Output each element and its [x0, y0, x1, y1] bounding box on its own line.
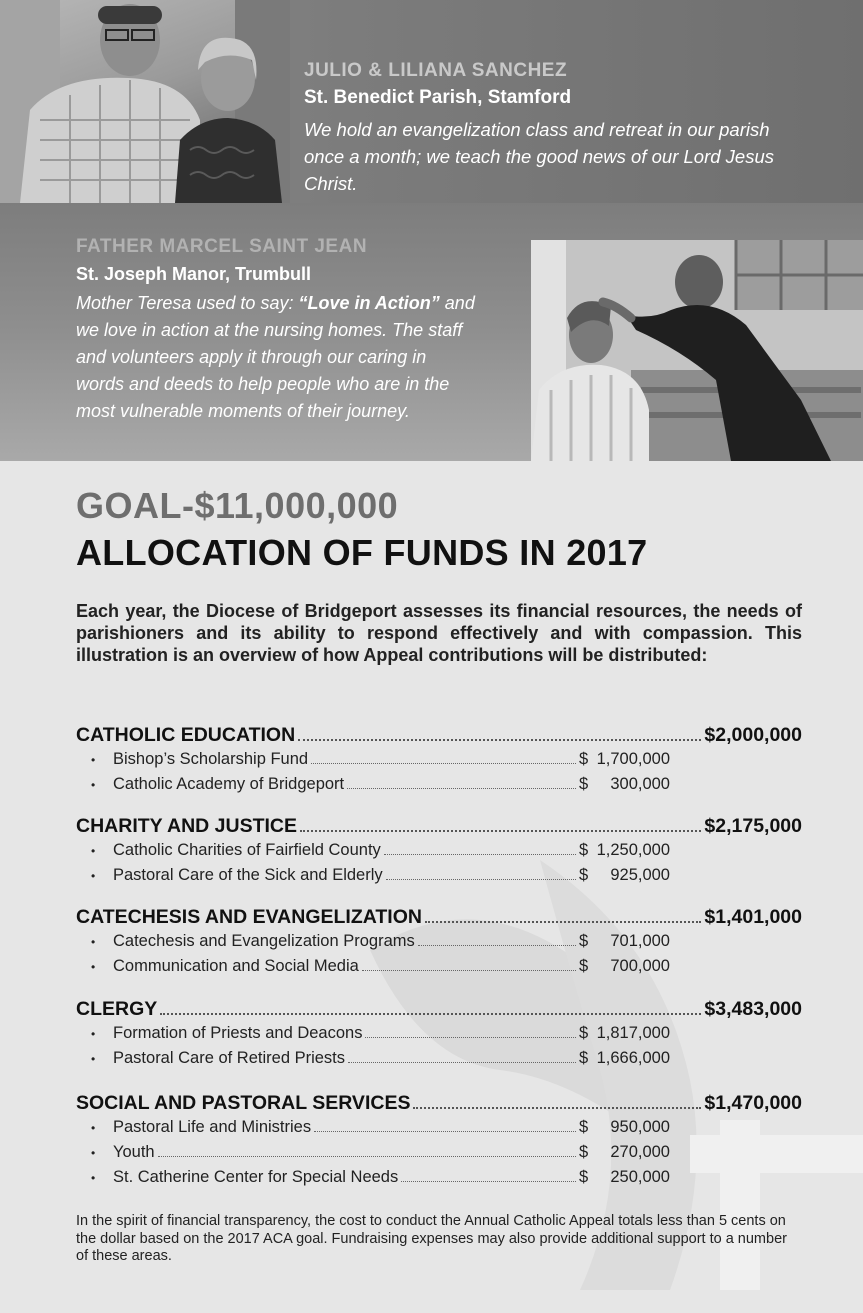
quote-line: once a month; we teach the good news of our Lord Jesus: [304, 146, 774, 167]
amount-value: 270,000: [610, 1143, 670, 1161]
quote-line: we love in action at the nursing homes. The staff: [76, 320, 463, 340]
section-heading: [76, 815, 802, 841]
section-title: CATECHESIS AND EVANGELIZATION: [76, 906, 422, 928]
dot-leader: [347, 787, 576, 789]
item-amount: [579, 932, 670, 951]
quote-line: We hold an evangelization class and retreat in our parish: [304, 119, 770, 140]
testimonial-quote: [304, 116, 844, 197]
currency-symbol: $: [579, 1049, 589, 1067]
item-amount: [579, 1168, 670, 1187]
testimonial-parish: St. Joseph Manor, Trumbull: [76, 264, 312, 284]
item-label: Catechesis and Evangelization Programs: [113, 932, 415, 950]
section-heading: [76, 998, 802, 1024]
amount-value: 925,000: [610, 866, 670, 884]
currency-symbol: $: [579, 957, 589, 975]
allocation-section: [76, 724, 802, 800]
currency-symbol: $: [579, 932, 589, 950]
allocation-section: [76, 815, 802, 891]
testimonial-parish: St. Benedict Parish, Stamford: [304, 87, 572, 108]
item-amount: [579, 775, 670, 794]
list-item: [76, 841, 670, 866]
item-label: Pastoral Care of Retired Priests: [113, 1049, 346, 1067]
item-label: Bishop’s Scholarship Fund: [113, 750, 309, 768]
amount-value: 1,250,000: [596, 841, 670, 859]
sanchez-couple-photo: [0, 0, 290, 203]
dot-leader: [401, 1180, 576, 1182]
allocation-section: [76, 1092, 802, 1193]
amount-value: 250,000: [610, 1168, 670, 1186]
section-title: CHARITY AND JUSTICE: [76, 815, 298, 837]
dot-leader: [425, 920, 701, 923]
section-heading: [76, 906, 802, 932]
section-title: CLERGY: [76, 998, 158, 1020]
quote-emphasis: “Love in Action”: [298, 293, 440, 313]
section-heading: [76, 1092, 802, 1118]
amount-value: 1,700,000: [596, 750, 670, 768]
list-item: [76, 1024, 670, 1049]
bullet-icon: •: [91, 1171, 96, 1185]
testimonial-name: JULIO & LILIANA SANCHEZ: [304, 60, 568, 81]
dot-leader: [384, 853, 576, 855]
amount-value: 950,000: [610, 1118, 670, 1136]
item-label: Pastoral Life and Ministries: [113, 1118, 312, 1136]
currency-symbol: $: [579, 775, 589, 793]
amount-value: 1,817,000: [596, 1024, 670, 1042]
dot-leader: [413, 1106, 701, 1109]
item-label: Catholic Charities of Fairfield County: [113, 841, 381, 859]
section-total: $2,175,000: [704, 815, 802, 837]
section-total: $1,401,000: [704, 906, 802, 928]
item-amount: [579, 1143, 670, 1162]
list-item: [76, 1143, 670, 1168]
section-title: SOCIAL AND PASTORAL SERVICES: [76, 1092, 411, 1114]
item-label: Catholic Academy of Bridgeport: [113, 775, 345, 793]
item-amount: [579, 1024, 670, 1043]
testimonial-quote: [76, 290, 516, 425]
allocation-section: [76, 998, 802, 1074]
item-amount: [579, 750, 670, 769]
allocation-section: [76, 906, 802, 982]
section-total: $2,000,000: [704, 724, 802, 746]
intro-paragraph: Each year, the Diocese of Bridgeport assesses its financial resources, the needs of parishioners and its ability to respond effectively and with compassion. This illustration is an overview of how Appeal contributions will be distributed:: [76, 601, 802, 665]
bullet-icon: •: [91, 935, 96, 949]
bullet-icon: •: [91, 960, 96, 974]
item-amount: [579, 1049, 670, 1068]
amount-value: 1,666,000: [596, 1049, 670, 1067]
goal-heading: GOAL-$11,000,000: [76, 485, 399, 526]
list-item: [76, 775, 670, 800]
dot-leader: [300, 829, 701, 832]
list-item: [76, 750, 670, 775]
list-item: [76, 1118, 670, 1143]
item-label: Formation of Priests and Deacons: [113, 1024, 363, 1042]
bullet-icon: •: [91, 844, 96, 858]
section-title: CATHOLIC EDUCATION: [76, 724, 296, 746]
list-item: [76, 932, 670, 957]
page-title: ALLOCATION OF FUNDS IN 2017: [76, 532, 648, 573]
bullet-icon: •: [91, 1052, 96, 1066]
item-label: Communication and Social Media: [113, 957, 359, 975]
amount-value: 300,000: [610, 775, 670, 793]
quote-line: words and deeds to help people who are in the: [76, 374, 450, 394]
list-item: [76, 1168, 670, 1193]
item-label: Pastoral Care of the Sick and Elderly: [113, 866, 383, 884]
list-item: [76, 1049, 670, 1074]
dot-leader: [160, 1012, 701, 1015]
bullet-icon: •: [91, 1146, 96, 1160]
dot-leader: [386, 878, 576, 880]
section-total: $3,483,000: [704, 998, 802, 1020]
quote-line: most vulnerable moments of their journey.: [76, 401, 410, 421]
currency-symbol: $: [579, 1118, 589, 1136]
item-amount: [579, 866, 670, 885]
bullet-icon: •: [91, 1121, 96, 1135]
dot-leader: [298, 738, 701, 741]
bullet-icon: •: [91, 753, 96, 767]
bullet-icon: •: [91, 778, 96, 792]
currency-symbol: $: [579, 1143, 589, 1161]
list-item: [76, 957, 670, 982]
item-amount: [579, 957, 670, 976]
list-item: [76, 866, 670, 891]
amount-value: 700,000: [610, 957, 670, 975]
bullet-icon: •: [91, 869, 96, 883]
dot-leader: [365, 1036, 576, 1038]
quote-prefix: Mother Teresa used to say:: [76, 293, 299, 313]
section-total: $1,470,000: [704, 1092, 802, 1114]
priest-blessing-photo: [531, 240, 863, 461]
footer-note: In the spirit of financial transparency, the cost to conduct the Annual Catholic Appeal totals less than 5 cents on the dollar based on the 2017 ACA goal. Fundraising expenses may also provide additional support to a number of these areas.: [76, 1213, 787, 1264]
currency-symbol: $: [579, 1168, 589, 1186]
currency-symbol: $: [579, 1024, 589, 1042]
item-label: Youth: [113, 1143, 155, 1161]
quote-line: Christ.: [304, 173, 358, 194]
item-label: St. Catherine Center for Special Needs: [113, 1168, 399, 1186]
dot-leader: [311, 762, 576, 764]
quote-suffix: and: [439, 293, 475, 313]
section-heading: [76, 724, 802, 750]
item-amount: [579, 841, 670, 860]
currency-symbol: $: [579, 866, 589, 884]
item-amount: [579, 1118, 670, 1137]
dot-leader: [314, 1130, 576, 1132]
dot-leader: [348, 1061, 576, 1063]
quote-line: [76, 290, 516, 317]
amount-value: 701,000: [610, 932, 670, 950]
currency-symbol: $: [579, 841, 589, 859]
testimonial-name: FATHER MARCEL SAINT JEAN: [76, 236, 368, 257]
quote-line: and volunteers apply it through our caring in: [76, 347, 427, 367]
bullet-icon: •: [91, 1027, 96, 1041]
currency-symbol: $: [579, 750, 589, 768]
dot-leader: [418, 944, 576, 946]
dot-leader: [158, 1155, 576, 1157]
dot-leader: [362, 969, 576, 971]
